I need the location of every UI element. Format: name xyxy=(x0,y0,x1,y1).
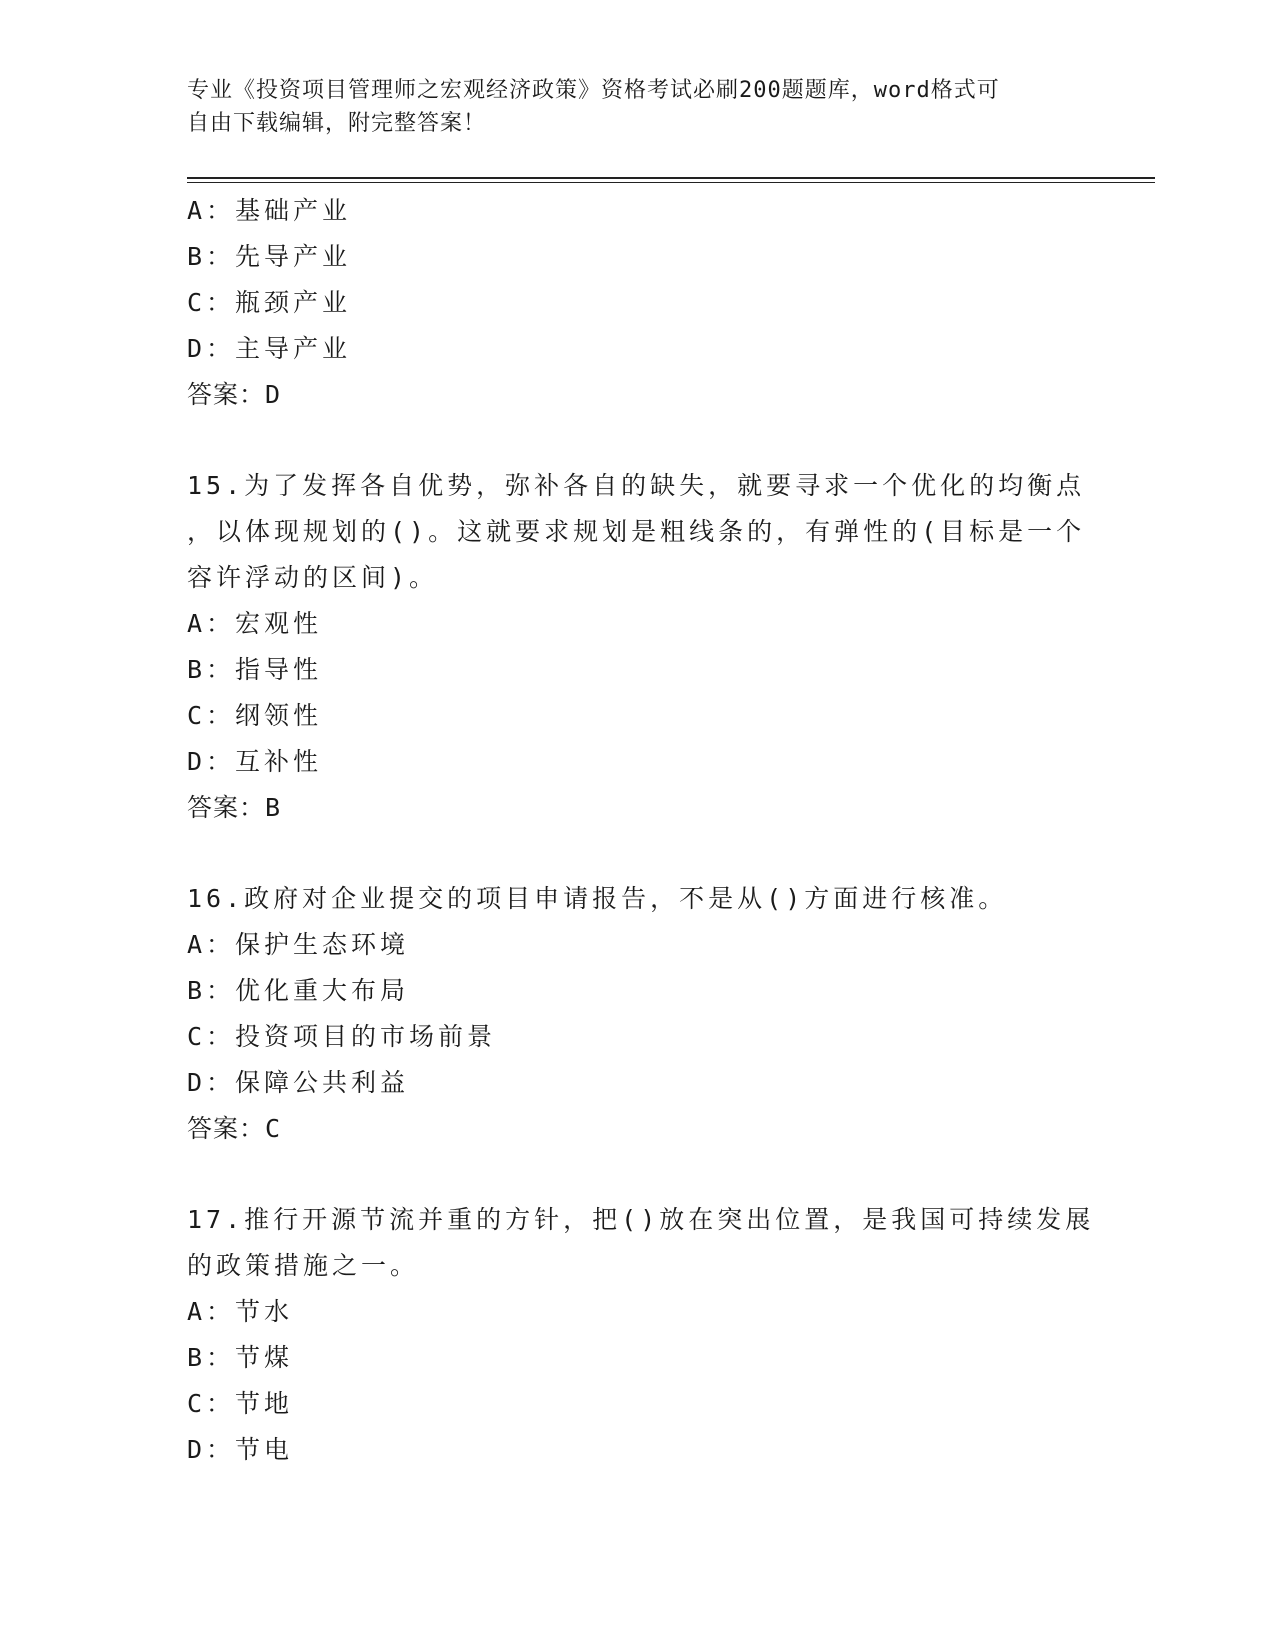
answer: 答案：B xyxy=(187,793,282,822)
header-divider-thick xyxy=(187,177,1155,179)
question-text-line: 16.政府对企业提交的项目申请报告，不是从()方面进行核准。 xyxy=(187,884,1008,913)
option-c: C：纲领性 xyxy=(187,701,323,730)
option-a: A：宏观性 xyxy=(187,609,323,638)
option-c: C：瓶颈产业 xyxy=(187,288,352,317)
question-16 xyxy=(187,876,1087,1152)
option-d: D：节电 xyxy=(187,1435,294,1464)
answer: 答案：C xyxy=(187,1114,282,1143)
question-text-line: 的政策措施之一。 xyxy=(187,1251,420,1280)
header-line-2: 自由下载编辑，附完整答案！ xyxy=(187,111,487,136)
option-b: B：节煤 xyxy=(187,1343,294,1372)
answer: 答案：D xyxy=(187,380,282,409)
option-b: B：指导性 xyxy=(187,655,323,684)
option-a: A：保护生态环境 xyxy=(187,930,410,959)
option-a: A：节水 xyxy=(187,1297,294,1326)
document-header xyxy=(187,74,1087,140)
option-d: D：保障公共利益 xyxy=(187,1068,410,1097)
question-17 xyxy=(187,1197,1095,1473)
question-text-line: 17.推行开源节流并重的方针，把()放在突出位置，是我国可持续发展 xyxy=(187,1205,1095,1234)
option-c: C：投资项目的市场前景 xyxy=(187,1022,497,1051)
option-b: B：优化重大布局 xyxy=(187,976,410,1005)
question-text-line: 15.为了发挥各自优势，弥补各自的缺失，就要寻求一个优化的均衡点 xyxy=(187,471,1086,500)
option-b: B：先导产业 xyxy=(187,242,352,271)
option-a: A：基础产业 xyxy=(187,196,352,225)
header-divider-thin xyxy=(187,182,1155,183)
option-d: D：互补性 xyxy=(187,747,323,776)
question-text-line: 容许浮动的区间)。 xyxy=(187,563,439,592)
option-d: D：主导产业 xyxy=(187,334,352,363)
option-c: C：节地 xyxy=(187,1389,294,1418)
header-line-1: 专业《投资项目管理师之宏观经济政策》资格考试必刷200题题库，word格式可 xyxy=(187,78,1000,103)
question-list xyxy=(187,188,1095,1473)
question-14 xyxy=(187,188,1087,418)
question-15 xyxy=(187,463,1087,831)
question-text-line: ，以体现规划的()。这就要求规划是粗线条的，有弹性的(目标是一个 xyxy=(187,517,1086,546)
